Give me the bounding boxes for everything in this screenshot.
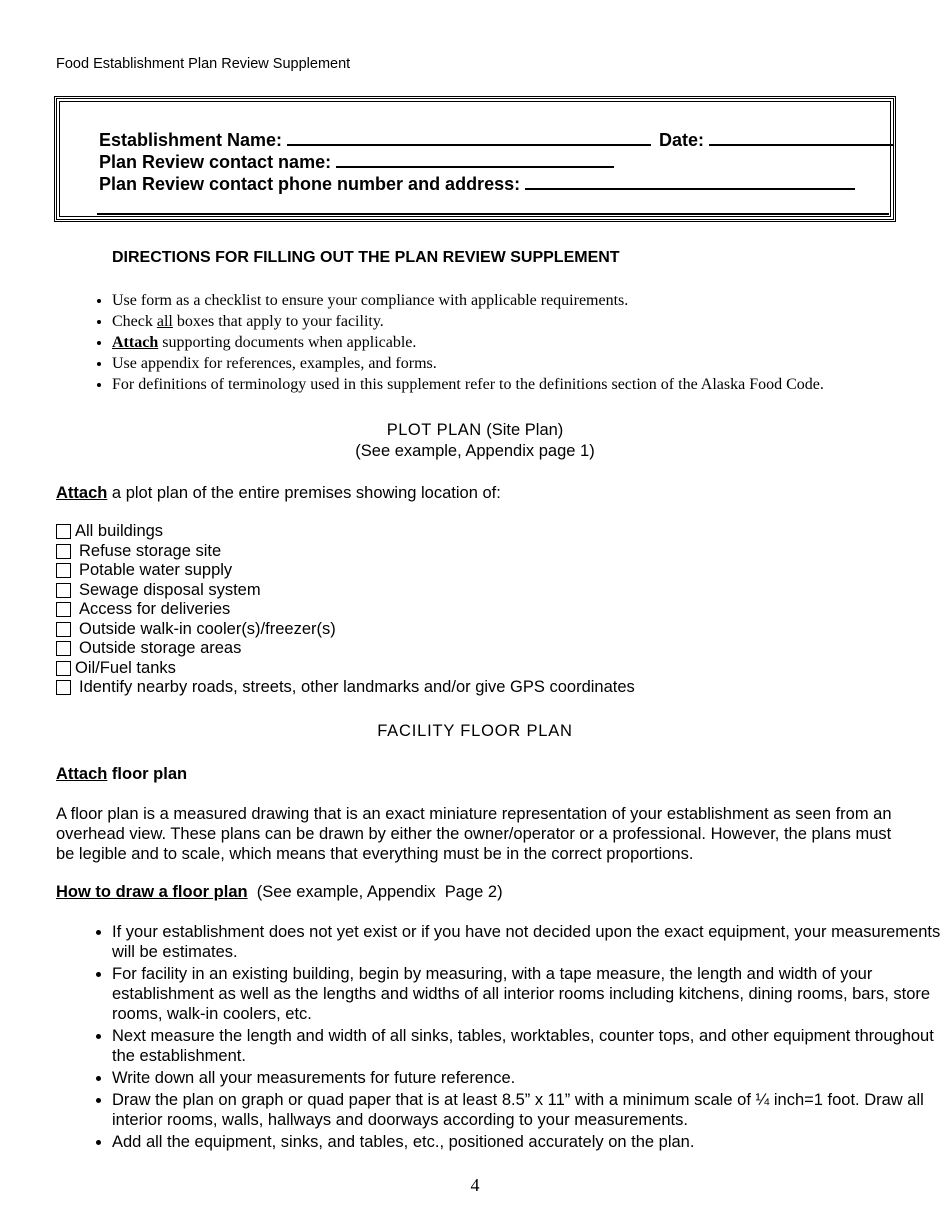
plot-plan-example-note: (See example, Appendix page 1) xyxy=(355,442,595,460)
floor-plan-steps-list xyxy=(56,922,950,1154)
contact-name-line[interactable] xyxy=(336,149,614,168)
checkbox[interactable] xyxy=(56,524,71,539)
plot-plan-checklist xyxy=(56,522,635,698)
how-to-draw-heading: How to draw a floor plan (See example, Appendix Page 2) xyxy=(56,883,503,901)
page-number: 4 xyxy=(470,1175,480,1195)
checklist-item[interactable]: Refuse storage site xyxy=(56,542,635,562)
contact-name-field[interactable] xyxy=(99,149,614,173)
contact-info-box xyxy=(54,96,896,222)
checklist-item[interactable]: Access for deliveries xyxy=(56,600,635,620)
phone-address-line-2[interactable] xyxy=(97,213,889,215)
floor-plan-heading: FACILITY FLOOR PLAN xyxy=(377,722,573,740)
directions-list xyxy=(56,290,824,395)
establishment-name-line[interactable] xyxy=(287,127,651,146)
checkbox[interactable] xyxy=(56,583,71,598)
establishment-name-field[interactable] xyxy=(99,127,651,151)
list-item: • Write down all your measurements for future reference. xyxy=(112,1068,950,1088)
checkbox[interactable] xyxy=(56,641,71,656)
date-field[interactable] xyxy=(659,127,893,151)
plot-plan-attach-instruction: Attach a plot plan of the entire premises showing location of: xyxy=(56,484,501,502)
directions-item: • Use form as a checklist to ensure your compliance with applicable requirements. xyxy=(112,290,824,311)
phone-address-label: Plan Review contact phone number and address: xyxy=(99,174,521,194)
checklist-item[interactable]: Outside walk-in cooler(s)/freezer(s) xyxy=(56,620,635,640)
checkbox[interactable] xyxy=(56,602,71,617)
checklist-item[interactable]: Outside storage areas xyxy=(56,639,635,659)
date-line[interactable] xyxy=(709,127,893,146)
checklist-item[interactable]: All buildings xyxy=(56,522,635,542)
checklist-item[interactable]: Identify nearby roads, streets, other landmarks and/or give GPS coordinates xyxy=(56,678,635,698)
directions-item: • Use appendix for references, examples, and forms. xyxy=(112,353,824,374)
directions-item: • Check all boxes that apply to your facility. xyxy=(112,311,824,332)
contact-name-label: Plan Review contact name: xyxy=(99,152,332,172)
phone-address-field[interactable] xyxy=(99,171,855,195)
plot-plan-heading: PLOT PLAN (Site Plan) xyxy=(386,421,564,439)
directions-title: DIRECTIONS FOR FILLING OUT THE PLAN REVIEW SUPPLEMENT xyxy=(112,249,620,266)
checkbox[interactable] xyxy=(56,661,71,676)
list-item: • For facility in an existing building, begin by measuring, with a tape measure, the length and width of your establishment as well as the lengths and widths of all interior rooms including kitchens, dining rooms, bars, store rooms, walk-in coolers, etc. xyxy=(112,964,950,1024)
checklist-item[interactable]: Sewage disposal system xyxy=(56,581,635,601)
floor-plan-attach-instruction: Attach floor plan xyxy=(56,765,188,783)
list-item: • If your establishment does not yet exist or if you have not decided upon the exact equipment, your measurements will be estimates. xyxy=(112,922,950,962)
list-item: • Add all the equipment, sinks, and tables, etc., positioned accurately on the plan. xyxy=(112,1132,950,1152)
checkbox[interactable] xyxy=(56,544,71,559)
establishment-name-label: Establishment Name: xyxy=(99,130,283,150)
directions-item: • For definitions of terminology used in this supplement refer to the definitions section of the Alaska Food Code. xyxy=(112,374,824,395)
checkbox[interactable] xyxy=(56,680,71,695)
directions-item: • Attach supporting documents when applicable. xyxy=(112,332,824,353)
list-item: • Draw the plan on graph or quad paper that is at least 8.5” x 11” with a minimum scale of ¼ inch=1 foot. Draw all interior rooms, walls, hallways and doorways according to your measurements. xyxy=(112,1090,950,1130)
checkbox[interactable] xyxy=(56,563,71,578)
checkbox[interactable] xyxy=(56,622,71,637)
checklist-item[interactable]: Oil/Fuel tanks xyxy=(56,659,635,679)
list-item: • Next measure the length and width of all sinks, tables, worktables, counter tops, and other equipment throughout the establishment. xyxy=(112,1026,950,1066)
floor-plan-description: A floor plan is a measured drawing that is an exact miniature representation of your establishment as seen from an overhead view. These plans can be drawn by either the owner/operator or a professional. However, the plans must be legible and to scale, which means that everything must be in the correct proportions. xyxy=(56,805,892,863)
phone-address-line[interactable] xyxy=(525,171,855,190)
checklist-item[interactable]: Potable water supply xyxy=(56,561,635,581)
date-label: Date: xyxy=(659,130,705,150)
document-header: Food Establishment Plan Review Supplement xyxy=(56,56,351,72)
